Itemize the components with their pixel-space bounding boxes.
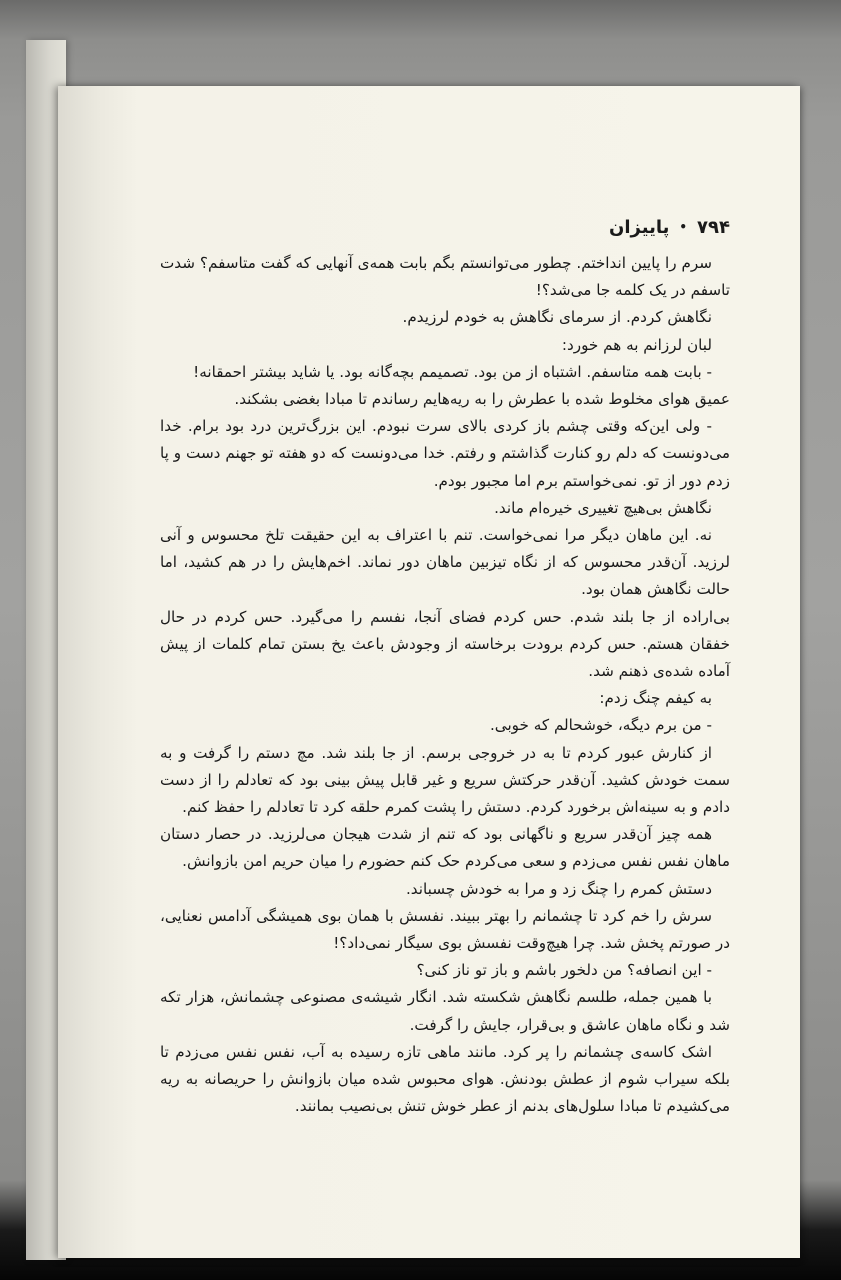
page-number: ۷۹۴	[697, 217, 730, 239]
paragraph: با همین جمله، طلسم نگاهش شکسته شد. انگار شیشه‌ی مصنوعی چشمانش، هزار تکه شد و نگاه ماهان عاشق و بی‌قرار، جایش را گرفت.	[160, 988, 730, 1034]
header-separator: •	[679, 220, 688, 235]
paragraph: - ولی این‌که وقتی چشم باز کردی بالای سرت نبودم. این بزرگ‌ترین درد بود برام. خدا می‌دونست که دلم رو کنارت گذاشتم و رفتم. خدا می‌دونست که دو هفته تو جهنم دست و پا زدم دور از تو. نمی‌خواستم برم اما مجبور بودم.	[160, 417, 730, 490]
page-content	[160, 210, 730, 1121]
running-header	[160, 210, 730, 246]
paragraph: از کنارش عبور کردم تا به در خروجی برسم. از جا بلند شد. مچ دستم را گرفت و به سمت خودش کشید. آن‌قدر حرکتش سریع و غیر قابل پیش بینی بود که تعادلم را از دست دادم و به سینه‌اش برخورد کردم. دستش را پشت کمرم حلقه کرد تا تعادلم را حفظ کنم.	[160, 743, 730, 817]
paragraph: عمیق هوای مخلوط شده با عطرش را به ریه‌هایم رساندم تا مبادا بغضی بشکند.	[234, 390, 730, 409]
paragraph: سرش را خم کرد تا چشمانم را بهتر ببیند. نفسش با همان بوی همیشگی آدامس نعنایی، در صورتم پخش شد. چرا هیچ‌وقت نفسش بوی سیگار نمی‌داد؟!	[160, 906, 730, 953]
paragraph: - من برم دیگه، خوشحالم که خوبی.	[489, 716, 712, 735]
paragraph: نگاهش بی‌هیچ تغییری خیره‌ام ماند.	[494, 498, 712, 517]
paragraph: دستش کمرم را چنگ زد و مرا به خودش چسباند.	[405, 879, 712, 898]
paragraph: نه. این ماهان دیگر مرا نمی‌خواست. تنم با اعتراف به این حقیقت تلخ محسوس و آنی لرزید. آن‌قدر محسوس که از نگاه تیزبین ماهان دور نماند. اخم‌هایش را در هم کشید، اما حالت نگاهش همان بود.	[160, 526, 730, 599]
paragraph: سرم را پایین انداختم. چطور می‌توانستم بگم بابت همه‌ی آنهایی که گفت متاسفم؟ شدت تاسفم در یک کلمه جا می‌شد؟!	[160, 254, 730, 300]
paragraph: همه چیز آن‌قدر سریع و ناگهانی بود که تنم از شدت هیجان می‌لرزید. در حصار دستان ماهان نفس نفس می‌زدم و سعی می‌کردم حک کنم حضورم را میان حریم امن بازوانش.	[160, 825, 730, 871]
paragraph: نگاهش کردم. از سرمای نگاهش به خودم لرزیدم.	[402, 308, 712, 327]
paragraph: بی‌اراده از جا بلند شدم. حس کردم فضای آنجا، نفسم را می‌گیرد. حس کردم در حال خفقان هستم. حس کردم برودت برخاسته از وجودش باعث یخ بستن تمام کلمات از پیش آماده شده‌ی ذهنم شد.	[160, 607, 730, 681]
paragraph: - این انصافه؟ من دلخور باشم و باز تو ناز کنی؟	[416, 961, 712, 980]
paragraph: اشک کاسه‌ی چشمانم را پر کرد. مانند ماهی تازه رسیده به آب، نفس نفس می‌زدم تا بلکه سیراب شوم از عطش بودنش. هوای محبوس شده میان بازوانش را حریصانه به ریه می‌کشیدم تا مبادا سلول‌های بدنم از عطر خوش تنش بی‌نصیب بمانند.	[160, 1042, 730, 1116]
book-title: پاییزان	[609, 217, 670, 239]
paragraph: - بابت همه متاسفم. اشتباه از من بود. تصمیمم بچه‌گانه بود. یا شاید بیشتر احمقانه!	[193, 362, 712, 381]
paragraph: لبان لرزانم به هم خورد:	[561, 335, 712, 354]
paragraph: به کیفم چنگ زدم:	[599, 689, 712, 708]
